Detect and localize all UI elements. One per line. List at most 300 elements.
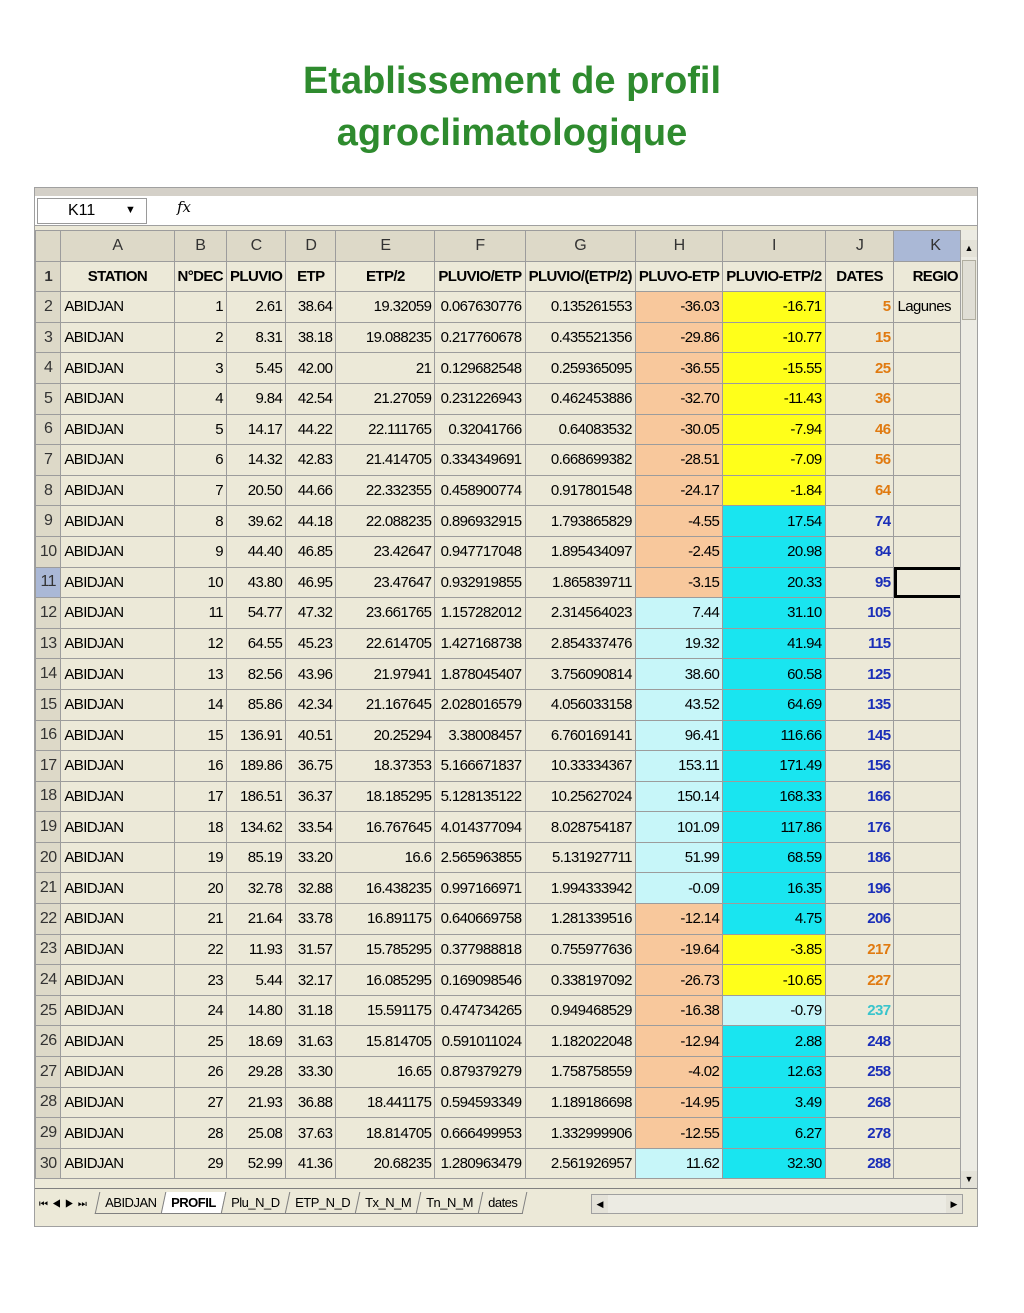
cell-station[interactable]: ABIDJAN	[61, 842, 174, 873]
cell-etp[interactable]: 44.66	[286, 475, 336, 506]
cell-pluvio[interactable]: 14.32	[227, 445, 286, 476]
cell-pluvio[interactable]: 11.93	[227, 934, 286, 965]
row-header[interactable]: 20	[36, 842, 61, 873]
cell-station[interactable]: ABIDJAN	[61, 812, 174, 843]
cell-pme[interactable]: -0.09	[635, 873, 722, 904]
cell-pe2[interactable]: 2.314564023	[525, 598, 635, 629]
cell-pme[interactable]: -26.73	[635, 965, 722, 996]
tab-navigation-icons[interactable]: ⏮◀▶⏭	[39, 1199, 91, 1210]
cell-pme2[interactable]: 171.49	[723, 751, 825, 782]
cell-etp[interactable]: 36.37	[286, 781, 336, 812]
cell-station[interactable]: ABIDJAN	[61, 414, 174, 445]
cell-station[interactable]: ABIDJAN	[61, 659, 174, 690]
cell-pme[interactable]: 7.44	[635, 598, 722, 629]
cell-station[interactable]: ABIDJAN	[61, 689, 174, 720]
column-header-d[interactable]: D	[286, 231, 336, 262]
cell-dec[interactable]: 22	[174, 934, 227, 965]
cell-date[interactable]: 176	[825, 812, 894, 843]
cell-station[interactable]: ABIDJAN	[61, 322, 174, 353]
column-header-g[interactable]: G	[525, 231, 635, 262]
cell-station[interactable]: ABIDJAN	[61, 965, 174, 996]
cell-etp2[interactable]: 18.185295	[336, 781, 435, 812]
cell-etp2[interactable]: 16.6	[336, 842, 435, 873]
cell-dec[interactable]: 6	[174, 445, 227, 476]
cell-pme[interactable]: 51.99	[635, 842, 722, 873]
cell-pme2[interactable]: -3.85	[723, 934, 825, 965]
cell-pme[interactable]: -16.38	[635, 995, 722, 1026]
scroll-left-icon[interactable]: ◀	[592, 1195, 608, 1213]
cell-station[interactable]: ABIDJAN	[61, 475, 174, 506]
cell-pluvio[interactable]: 43.80	[227, 567, 286, 598]
cell-pme2[interactable]: -10.65	[723, 965, 825, 996]
cell-etp[interactable]: 33.54	[286, 812, 336, 843]
cell-pe[interactable]: 1.427168738	[435, 628, 525, 659]
cell-etp2[interactable]: 21.167645	[336, 689, 435, 720]
cell-etp2[interactable]: 15.591175	[336, 995, 435, 1026]
row-header[interactable]: 21	[36, 873, 61, 904]
column-header-b[interactable]: B	[174, 231, 227, 262]
cell-pme2[interactable]: 64.69	[723, 689, 825, 720]
cell-pme[interactable]: 150.14	[635, 781, 722, 812]
cell-etp2[interactable]: 15.814705	[336, 1026, 435, 1057]
cell-etp2[interactable]: 21.97941	[336, 659, 435, 690]
cell-pe[interactable]: 0.594593349	[435, 1087, 525, 1118]
cell-pe[interactable]: 0.932919855	[435, 567, 525, 598]
cell-pe[interactable]: 3.38008457	[435, 720, 525, 751]
row-header[interactable]: 13	[36, 628, 61, 659]
cell-dec[interactable]: 4	[174, 383, 227, 414]
column-header-f[interactable]: F	[435, 231, 525, 262]
cell-etp[interactable]: 38.64	[286, 292, 336, 323]
column-header-c[interactable]: C	[227, 231, 286, 262]
cell-pe[interactable]: 4.014377094	[435, 812, 525, 843]
cell-pluvio[interactable]: 136.91	[227, 720, 286, 751]
cell-station[interactable]: ABIDJAN	[61, 720, 174, 751]
cell-etp2[interactable]: 19.32059	[336, 292, 435, 323]
column-header-i[interactable]: I	[723, 231, 825, 262]
cell-dec[interactable]: 24	[174, 995, 227, 1026]
cell-pme[interactable]: 101.09	[635, 812, 722, 843]
column-header-k[interactable]: K	[894, 231, 977, 262]
cell-pe2[interactable]: 0.949468529	[525, 995, 635, 1026]
cell-pluvio[interactable]: 29.28	[227, 1057, 286, 1088]
cell-pme[interactable]: -12.94	[635, 1026, 722, 1057]
row-header[interactable]: 15	[36, 689, 61, 720]
cell-pe[interactable]: 1.157282012	[435, 598, 525, 629]
cell-pme[interactable]: -12.55	[635, 1118, 722, 1149]
cell-pme2[interactable]: -10.77	[723, 322, 825, 353]
cell-pe2[interactable]: 1.332999906	[525, 1118, 635, 1149]
cell-etp[interactable]: 43.96	[286, 659, 336, 690]
cell-etp[interactable]: 46.85	[286, 536, 336, 567]
cell-etp2[interactable]: 22.088235	[336, 506, 435, 537]
cell-pe2[interactable]: 0.338197092	[525, 965, 635, 996]
cell-date[interactable]: 115	[825, 628, 894, 659]
cell-pluvio[interactable]: 5.44	[227, 965, 286, 996]
cell-pme2[interactable]: 32.30	[723, 1148, 825, 1179]
cell-etp[interactable]: 41.36	[286, 1148, 336, 1179]
cell-pme2[interactable]: 116.66	[723, 720, 825, 751]
cell-date[interactable]: 46	[825, 414, 894, 445]
cell-pe[interactable]: 0.474734265	[435, 995, 525, 1026]
scroll-right-icon[interactable]: ▶	[946, 1195, 962, 1213]
cell-pme2[interactable]: 2.88	[723, 1026, 825, 1057]
cell-pe[interactable]: 5.166671837	[435, 751, 525, 782]
cell-pme[interactable]: 96.41	[635, 720, 722, 751]
cell-station[interactable]: ABIDJAN	[61, 445, 174, 476]
cell-pluvio[interactable]: 9.84	[227, 383, 286, 414]
cell-etp2[interactable]: 15.785295	[336, 934, 435, 965]
cell-etp2[interactable]: 22.111765	[336, 414, 435, 445]
cell-pme2[interactable]: -0.79	[723, 995, 825, 1026]
cell-etp[interactable]: 44.22	[286, 414, 336, 445]
name-box[interactable]: K11	[37, 198, 147, 224]
cell-pluvio[interactable]: 25.08	[227, 1118, 286, 1149]
cell-pme[interactable]: 11.62	[635, 1148, 722, 1179]
cell-dec[interactable]: 8	[174, 506, 227, 537]
cell-station[interactable]: ABIDJAN	[61, 995, 174, 1026]
cell-etp[interactable]: 42.00	[286, 353, 336, 384]
cell-pe2[interactable]: 0.917801548	[525, 475, 635, 506]
cell-pe[interactable]: 0.591011024	[435, 1026, 525, 1057]
cell-etp[interactable]: 40.51	[286, 720, 336, 751]
cell-etp[interactable]: 33.20	[286, 842, 336, 873]
cell-date[interactable]: 74	[825, 506, 894, 537]
header-cell[interactable]: PLUVIO-ETP/2	[723, 261, 825, 292]
sheet-tab-tx-n-m[interactable]	[354, 1192, 421, 1214]
cell-etp[interactable]: 36.88	[286, 1087, 336, 1118]
cell-pme[interactable]: -12.14	[635, 904, 722, 935]
cell-etp2[interactable]: 16.891175	[336, 904, 435, 935]
header-cell[interactable]: N°DEC	[174, 261, 227, 292]
cell-dec[interactable]: 16	[174, 751, 227, 782]
cell-date[interactable]: 196	[825, 873, 894, 904]
cell-date[interactable]: 125	[825, 659, 894, 690]
header-cell[interactable]: REGIO	[894, 261, 977, 292]
scroll-thumb[interactable]	[962, 260, 976, 320]
cell-etp[interactable]: 46.95	[286, 567, 336, 598]
cell-pe2[interactable]: 1.994333942	[525, 873, 635, 904]
cell-pe[interactable]: 1.280963479	[435, 1148, 525, 1179]
row-header[interactable]: 29	[36, 1118, 61, 1149]
cell-station[interactable]: ABIDJAN	[61, 383, 174, 414]
cell-pme[interactable]: 19.32	[635, 628, 722, 659]
cell-pme2[interactable]: 20.98	[723, 536, 825, 567]
cell-pme[interactable]: -28.51	[635, 445, 722, 476]
cell-pe2[interactable]: 2.561926957	[525, 1148, 635, 1179]
cell-etp[interactable]: 42.54	[286, 383, 336, 414]
cell-pluvio[interactable]: 134.62	[227, 812, 286, 843]
cell-pe[interactable]: 2.028016579	[435, 689, 525, 720]
cell-pme2[interactable]: 41.94	[723, 628, 825, 659]
cell-etp2[interactable]: 18.814705	[336, 1118, 435, 1149]
cell-pme[interactable]: -14.95	[635, 1087, 722, 1118]
cell-etp[interactable]: 31.18	[286, 995, 336, 1026]
cell-pme2[interactable]: 60.58	[723, 659, 825, 690]
cell-pme[interactable]: -3.15	[635, 567, 722, 598]
cell-pluvio[interactable]: 21.93	[227, 1087, 286, 1118]
cell-station[interactable]: ABIDJAN	[61, 353, 174, 384]
scroll-up-icon[interactable]: ▲	[961, 240, 977, 257]
cell-date[interactable]: 268	[825, 1087, 894, 1118]
cell-pe2[interactable]: 4.056033158	[525, 689, 635, 720]
cell-pe[interactable]: 5.128135122	[435, 781, 525, 812]
cell-dec[interactable]: 28	[174, 1118, 227, 1149]
cell-pe2[interactable]: 1.793865829	[525, 506, 635, 537]
cell-pluvio[interactable]: 2.61	[227, 292, 286, 323]
column-header-j[interactable]: J	[825, 231, 894, 262]
header-cell[interactable]: ETP/2	[336, 261, 435, 292]
cell-date[interactable]: 25	[825, 353, 894, 384]
header-cell[interactable]: ETP	[286, 261, 336, 292]
cell-pme2[interactable]: 68.59	[723, 842, 825, 873]
cell-pme2[interactable]: -1.84	[723, 475, 825, 506]
cell-dec[interactable]: 21	[174, 904, 227, 935]
cell-pluvio[interactable]: 64.55	[227, 628, 286, 659]
header-cell[interactable]: STATION	[61, 261, 174, 292]
cell-pe[interactable]: 0.458900774	[435, 475, 525, 506]
row-header[interactable]: 23	[36, 934, 61, 965]
cell-date[interactable]: 64	[825, 475, 894, 506]
cell-pme2[interactable]: 31.10	[723, 598, 825, 629]
cell-pme2[interactable]: -11.43	[723, 383, 825, 414]
cell-etp[interactable]: 47.32	[286, 598, 336, 629]
cell-pluvio[interactable]: 5.45	[227, 353, 286, 384]
cell-pme2[interactable]: 117.86	[723, 812, 825, 843]
cell-pme[interactable]: -4.02	[635, 1057, 722, 1088]
row-header[interactable]: 3	[36, 322, 61, 353]
cell-date[interactable]: 206	[825, 904, 894, 935]
cell-pe[interactable]: 0.129682548	[435, 353, 525, 384]
cell-pe[interactable]: 0.217760678	[435, 322, 525, 353]
cell-pme[interactable]: -29.86	[635, 322, 722, 353]
cell-region[interactable]: Lagunes	[894, 292, 977, 323]
cell-station[interactable]: ABIDJAN	[61, 934, 174, 965]
cell-pluvio[interactable]: 186.51	[227, 781, 286, 812]
cell-dec[interactable]: 14	[174, 689, 227, 720]
cell-pme[interactable]: -30.05	[635, 414, 722, 445]
cell-pme2[interactable]: 4.75	[723, 904, 825, 935]
cell-pme[interactable]: 43.52	[635, 689, 722, 720]
row-header[interactable]: 7	[36, 445, 61, 476]
cell-etp[interactable]: 36.75	[286, 751, 336, 782]
column-header-a[interactable]: A	[61, 231, 174, 262]
cell-etp2[interactable]: 22.614705	[336, 628, 435, 659]
cell-pluvio[interactable]: 85.19	[227, 842, 286, 873]
cell-pme2[interactable]: -7.94	[723, 414, 825, 445]
cell-pe[interactable]: 0.896932915	[435, 506, 525, 537]
row-header[interactable]: 30	[36, 1148, 61, 1179]
cell-date[interactable]: 258	[825, 1057, 894, 1088]
cell-etp2[interactable]: 16.438235	[336, 873, 435, 904]
horizontal-scrollbar[interactable]	[591, 1194, 963, 1214]
cell-pe2[interactable]: 0.259365095	[525, 353, 635, 384]
cell-pe2[interactable]: 10.33334367	[525, 751, 635, 782]
cell-pme2[interactable]: 168.33	[723, 781, 825, 812]
cell-pe2[interactable]: 1.865839711	[525, 567, 635, 598]
header-cell[interactable]: PLUVIO	[227, 261, 286, 292]
sheet-tab-profil[interactable]	[161, 1192, 226, 1214]
cell-pe2[interactable]: 10.25627024	[525, 781, 635, 812]
row-header[interactable]: 11	[36, 567, 61, 598]
cell-station[interactable]: ABIDJAN	[61, 598, 174, 629]
cell-etp2[interactable]: 22.332355	[336, 475, 435, 506]
cell-date[interactable]: 5	[825, 292, 894, 323]
cell-dec[interactable]: 7	[174, 475, 227, 506]
row-header[interactable]: 19	[36, 812, 61, 843]
cell-pe[interactable]: 0.169098546	[435, 965, 525, 996]
row-header[interactable]: 4	[36, 353, 61, 384]
cell-pe2[interactable]: 2.854337476	[525, 628, 635, 659]
cell-etp2[interactable]: 23.42647	[336, 536, 435, 567]
cell-date[interactable]: 156	[825, 751, 894, 782]
cell-station[interactable]: ABIDJAN	[61, 567, 174, 598]
cell-etp2[interactable]: 18.441175	[336, 1087, 435, 1118]
cell-pe[interactable]: 0.997166971	[435, 873, 525, 904]
cell-dec[interactable]: 26	[174, 1057, 227, 1088]
cell-pme[interactable]: -36.03	[635, 292, 722, 323]
cell-etp2[interactable]: 21	[336, 353, 435, 384]
cell-dec[interactable]: 10	[174, 567, 227, 598]
cell-dec[interactable]: 2	[174, 322, 227, 353]
row-header[interactable]: 16	[36, 720, 61, 751]
row-header[interactable]: 27	[36, 1057, 61, 1088]
row-header[interactable]: 28	[36, 1087, 61, 1118]
cell-pluvio[interactable]: 39.62	[227, 506, 286, 537]
cell-pe[interactable]: 0.879379279	[435, 1057, 525, 1088]
cell-dec[interactable]: 13	[174, 659, 227, 690]
row-header[interactable]: 10	[36, 536, 61, 567]
cell-pluvio[interactable]: 52.99	[227, 1148, 286, 1179]
cell-dec[interactable]: 20	[174, 873, 227, 904]
row-header[interactable]: 26	[36, 1026, 61, 1057]
cell-pme[interactable]: -2.45	[635, 536, 722, 567]
cell-pe[interactable]: 0.231226943	[435, 383, 525, 414]
cell-pme[interactable]: -32.70	[635, 383, 722, 414]
cell-date[interactable]: 227	[825, 965, 894, 996]
cell-dec[interactable]: 1	[174, 292, 227, 323]
cell-station[interactable]: ABIDJAN	[61, 1148, 174, 1179]
cell-etp[interactable]: 42.34	[286, 689, 336, 720]
row-header[interactable]: 25	[36, 995, 61, 1026]
cell-pluvio[interactable]: 14.17	[227, 414, 286, 445]
cell-pme[interactable]: -19.64	[635, 934, 722, 965]
cell-etp[interactable]: 37.63	[286, 1118, 336, 1149]
cell-pluvio[interactable]: 189.86	[227, 751, 286, 782]
cell-pme2[interactable]: 6.27	[723, 1118, 825, 1149]
cell-pe2[interactable]: 0.462453886	[525, 383, 635, 414]
cell-pe2[interactable]: 5.131927711	[525, 842, 635, 873]
cell-pme2[interactable]: 3.49	[723, 1087, 825, 1118]
cell-dec[interactable]: 11	[174, 598, 227, 629]
cell-pluvio[interactable]: 20.50	[227, 475, 286, 506]
cell-pe2[interactable]: 6.760169141	[525, 720, 635, 751]
cell-etp2[interactable]: 16.767645	[336, 812, 435, 843]
cell-pme[interactable]: -24.17	[635, 475, 722, 506]
cell-etp[interactable]: 31.63	[286, 1026, 336, 1057]
cell-etp[interactable]: 31.57	[286, 934, 336, 965]
cell-date[interactable]: 84	[825, 536, 894, 567]
row-header[interactable]: 12	[36, 598, 61, 629]
cell-pluvio[interactable]: 21.64	[227, 904, 286, 935]
cell-pe2[interactable]: 0.435521356	[525, 322, 635, 353]
cell-pe[interactable]: 1.878045407	[435, 659, 525, 690]
cell-pme[interactable]: -36.55	[635, 353, 722, 384]
cell-station[interactable]: ABIDJAN	[61, 628, 174, 659]
cell-etp[interactable]: 33.78	[286, 904, 336, 935]
cell-pe2[interactable]: 1.281339516	[525, 904, 635, 935]
cell-etp[interactable]: 42.83	[286, 445, 336, 476]
cell-date[interactable]: 278	[825, 1118, 894, 1149]
cell-station[interactable]: ABIDJAN	[61, 751, 174, 782]
cell-pme2[interactable]: 16.35	[723, 873, 825, 904]
cell-date[interactable]: 217	[825, 934, 894, 965]
cell-pe[interactable]: 0.640669758	[435, 904, 525, 935]
cell-pe2[interactable]: 0.135261553	[525, 292, 635, 323]
header-cell[interactable]: DATES	[825, 261, 894, 292]
select-all-corner[interactable]	[36, 231, 61, 262]
cell-date[interactable]: 186	[825, 842, 894, 873]
cell-dec[interactable]: 27	[174, 1087, 227, 1118]
cell-dec[interactable]: 18	[174, 812, 227, 843]
row-header[interactable]: 14	[36, 659, 61, 690]
cell-pluvio[interactable]: 8.31	[227, 322, 286, 353]
cell-etp[interactable]: 44.18	[286, 506, 336, 537]
cell-dec[interactable]: 12	[174, 628, 227, 659]
column-header-e[interactable]: E	[336, 231, 435, 262]
cell-pe[interactable]: 0.067630776	[435, 292, 525, 323]
cell-pe[interactable]: 0.334349691	[435, 445, 525, 476]
header-cell[interactable]: PLUVO-ETP	[635, 261, 722, 292]
cell-pme2[interactable]: 12.63	[723, 1057, 825, 1088]
column-header-h[interactable]: H	[635, 231, 722, 262]
cell-pme[interactable]: 153.11	[635, 751, 722, 782]
cell-pme2[interactable]: 20.33	[723, 567, 825, 598]
cell-date[interactable]: 166	[825, 781, 894, 812]
cell-date[interactable]: 288	[825, 1148, 894, 1179]
cell-date[interactable]: 56	[825, 445, 894, 476]
header-cell[interactable]: PLUVIO/(ETP/2)	[525, 261, 635, 292]
cell-etp2[interactable]: 20.25294	[336, 720, 435, 751]
cell-pluvio[interactable]: 18.69	[227, 1026, 286, 1057]
cell-pe2[interactable]: 0.755977636	[525, 934, 635, 965]
sheet-tab-abidjan[interactable]	[95, 1192, 167, 1214]
cell-pe2[interactable]: 3.756090814	[525, 659, 635, 690]
cell-dec[interactable]: 17	[174, 781, 227, 812]
cell-dec[interactable]: 23	[174, 965, 227, 996]
cell-pluvio[interactable]: 32.78	[227, 873, 286, 904]
cell-dec[interactable]: 3	[174, 353, 227, 384]
cell-date[interactable]: 105	[825, 598, 894, 629]
cell-etp2[interactable]: 16.085295	[336, 965, 435, 996]
cell-pe2[interactable]: 1.189186698	[525, 1087, 635, 1118]
cell-station[interactable]: ABIDJAN	[61, 536, 174, 567]
row-header[interactable]: 22	[36, 904, 61, 935]
row-header[interactable]: 17	[36, 751, 61, 782]
cell-dec[interactable]: 25	[174, 1026, 227, 1057]
cell-pe2[interactable]: 1.895434097	[525, 536, 635, 567]
cell-pluvio[interactable]: 82.56	[227, 659, 286, 690]
name-box-dropdown-icon[interactable]: ▼	[125, 204, 136, 216]
cell-pe2[interactable]: 1.182022048	[525, 1026, 635, 1057]
cell-etp2[interactable]: 18.37353	[336, 751, 435, 782]
cell-pe[interactable]: 0.377988818	[435, 934, 525, 965]
cell-date[interactable]: 237	[825, 995, 894, 1026]
cell-station[interactable]: ABIDJAN	[61, 1118, 174, 1149]
cell-pe[interactable]: 0.32041766	[435, 414, 525, 445]
cell-station[interactable]: ABIDJAN	[61, 781, 174, 812]
cell-date[interactable]: 135	[825, 689, 894, 720]
